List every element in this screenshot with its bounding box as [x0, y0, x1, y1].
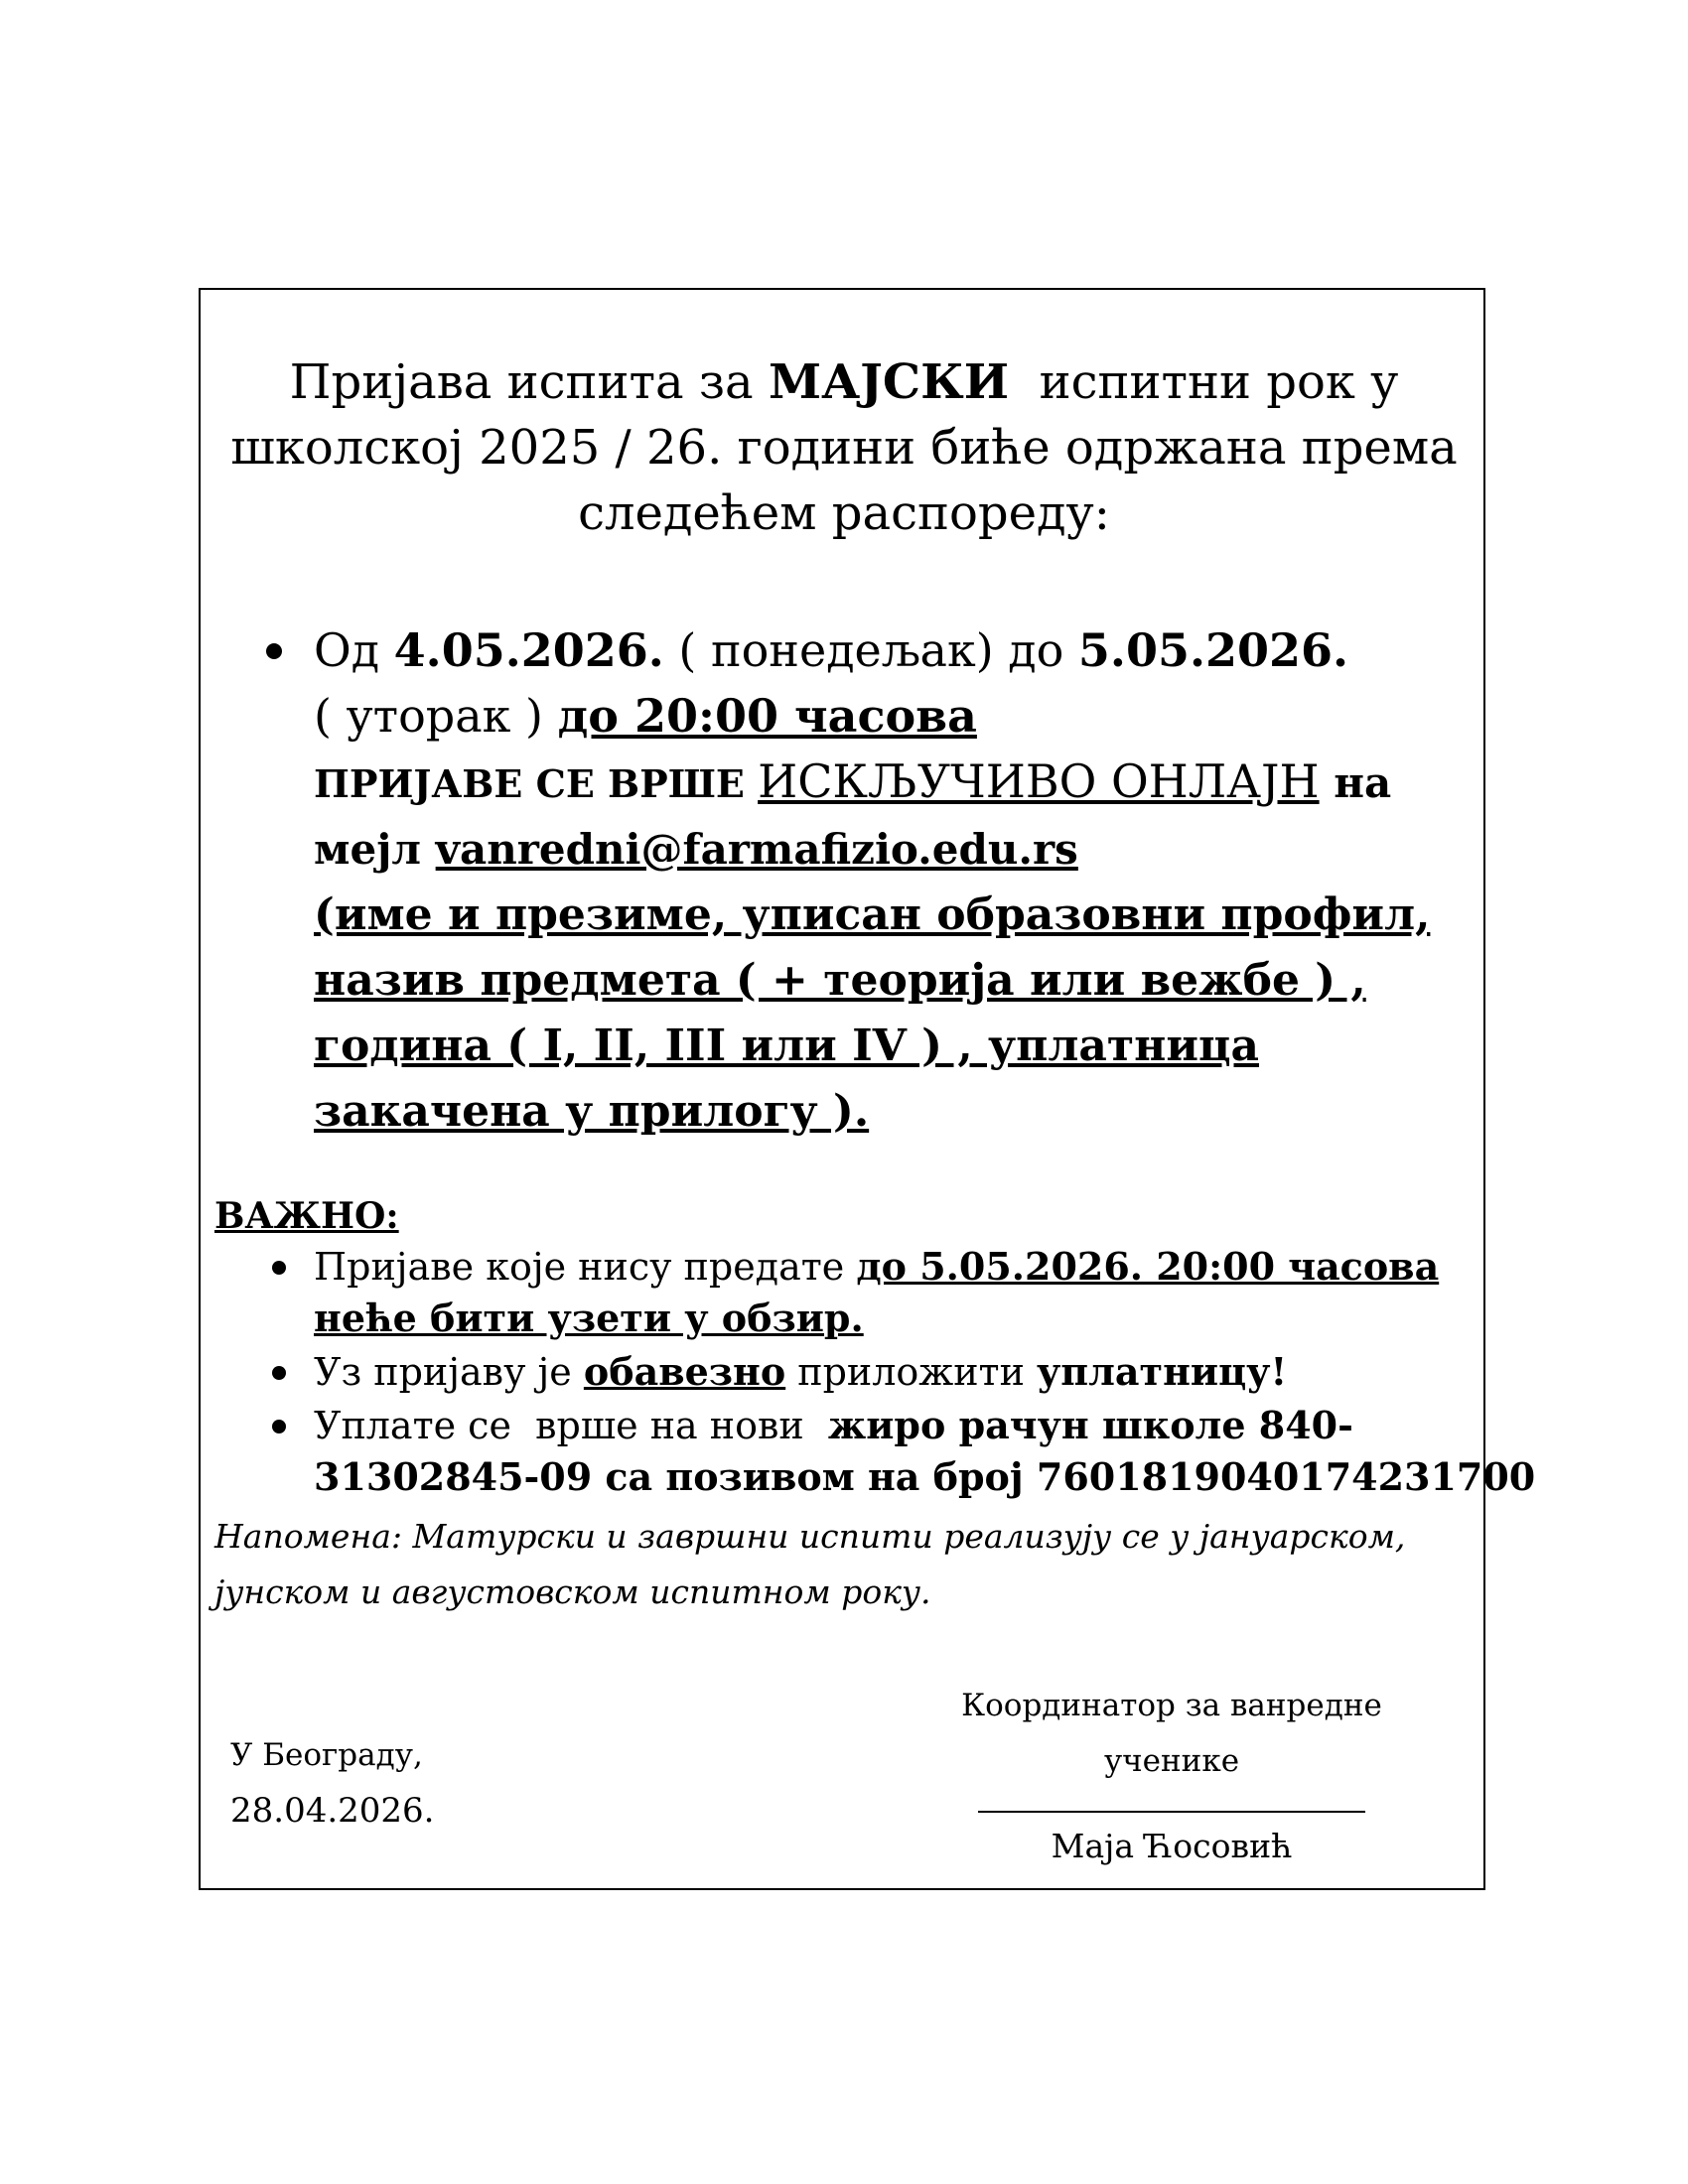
important-item-deadline: Пријаве које нису предате до 5.05.2026. 20:00 часова неће бити узети у обзир. [214, 1241, 1466, 1344]
final-deadline: до 5.05.2026. 20:00 часова [856, 1244, 1440, 1289]
online-only-label: ИСКЉУЧИВО ОНЛАЈН [758, 754, 1320, 808]
bullet-icon [272, 1420, 286, 1433]
bank-account-number: 31302845-09 са позивом на број 7601819040174231700 [314, 1454, 1536, 1499]
exam-period-name: МАЈСКИ [768, 354, 1010, 410]
important-item-bank-account: Уплате се врше на нови жиро рачун школе 840- 31302845-09 са позивом на број 7601819040174231700 [214, 1400, 1466, 1503]
signature-name: Маја Ћосовић [1051, 1827, 1293, 1865]
details-line-3: година ( I, II, III или IV ) , уплатница [314, 1021, 1259, 1071]
date-range-line: Од 4.05.2026. ( понедељак) до 5.05.2026. [314, 623, 1349, 677]
registration-text [314, 617, 1485, 1145]
issue-date: 28.04.2026. [230, 1791, 435, 1831]
bullet-icon [266, 643, 282, 659]
intro-line-3: следећем распореду: [578, 485, 1110, 541]
date-to: 5.05.2026. [1077, 623, 1349, 677]
email-line: мејл vanredni@farmafizio.edu.rs [314, 825, 1078, 874]
details-line-4: закачена у прилогу ). [314, 1086, 870, 1137]
intro-line-2: школској 2025 / 26. години биће одржана према [230, 420, 1458, 476]
important-item-payment-slip: Уз пријаву је обавезно приложити уплатницу! [214, 1346, 1466, 1398]
city: У Београду, [230, 1737, 423, 1773]
signature-line [978, 1811, 1365, 1813]
place-and-date [230, 1727, 434, 1839]
intro-line-1: Пријава испита за МАЈСКИ испитни рок у [289, 354, 1399, 410]
important-heading: ВАЖНО: [214, 1195, 399, 1237]
email-link[interactable]: vanredni@farmafizio.edu.rs [435, 825, 1078, 874]
note-text: Напомена: Матурски и завршни испити реализују се у јануарском, јунском и августовском испитном року. [214, 1517, 1406, 1611]
bank-account-label: жиро рачун школе 840- [827, 1403, 1353, 1447]
deadline-time: до 20:00 часова [557, 689, 977, 743]
submission-method-line: ПРИЈАВЕ СЕ ВРШЕ ИСКЉУЧИВО ОНЛАЈН на [314, 754, 1392, 808]
date-from: 4.05.2026. [393, 623, 664, 677]
signature-title: Координатор за ванредне ученике [961, 1688, 1382, 1779]
details-line-2: назив предмета ( + теорија или вежбе ) , [314, 955, 1366, 1006]
bullet-icon [272, 1366, 286, 1380]
intro-heading [228, 349, 1460, 546]
payment-slip-label: уплатницу! [1036, 1349, 1288, 1394]
deadline-line: ( уторак ) до 20:00 часова [314, 689, 977, 743]
important-section [214, 1191, 1536, 1503]
mandatory-label: обавезно [583, 1349, 786, 1394]
signature-block [894, 1678, 1450, 1872]
details-line-1: (име и презиме, уписан образовни профил, [314, 889, 1431, 940]
bullet-icon [272, 1261, 286, 1275]
not-considered-text: неће бити узети у обзир. [314, 1296, 864, 1340]
